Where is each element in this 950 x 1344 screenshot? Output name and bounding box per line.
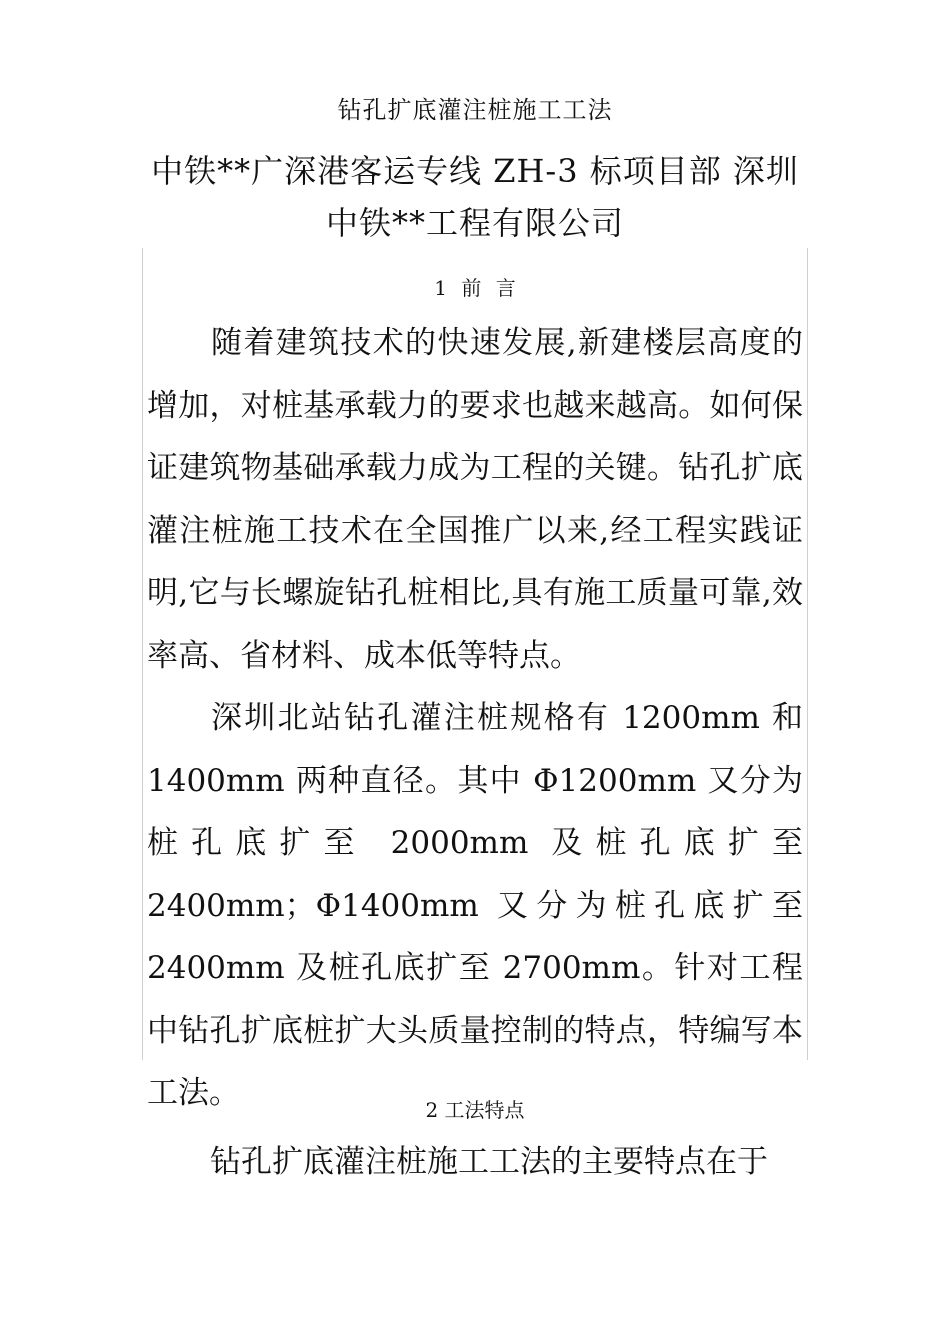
section-2-heading: 2 工法特点: [425, 1098, 525, 1122]
section-1-paragraph: 深圳北站钻孔灌注桩规格有 1200mm 和 1400mm 两种直径。其中 Φ1200mm 又分为桩孔底扩至 2000mm 及桩孔底扩至 2400mm；Φ1400mm 又分为桩孔底扩至 2400mm 及桩孔底扩至 2700mm。针对工程中钻孔扩底桩扩大头质量控制的特点，特编写本工法。: [147, 700, 803, 1111]
section-2-paragraph: 钻孔扩底灌注桩施工工法的主要特点在于: [210, 1144, 768, 1180]
section-1-paragraph: 随着建筑技术的快速发展,新建楼层高度的增加，对桩基承载力的要求也越来越高。如何保证建筑物基础承载力成为工程的关键。钻孔扩底灌注桩施工技术在全国推广以来,经工程实践证明,它与长螺旋钻孔桩相比,具有施工质量可靠,效率高、省材料、成本低等特点。: [147, 325, 803, 674]
document-subtitle: 中铁**广深港客运专线 ZH-3 标项目部 深圳中铁**工程有限公司: [151, 152, 799, 242]
document-title: 钻孔扩底灌注桩施工工法: [337, 96, 613, 124]
section-1-heading: 1 前 言: [434, 276, 516, 300]
